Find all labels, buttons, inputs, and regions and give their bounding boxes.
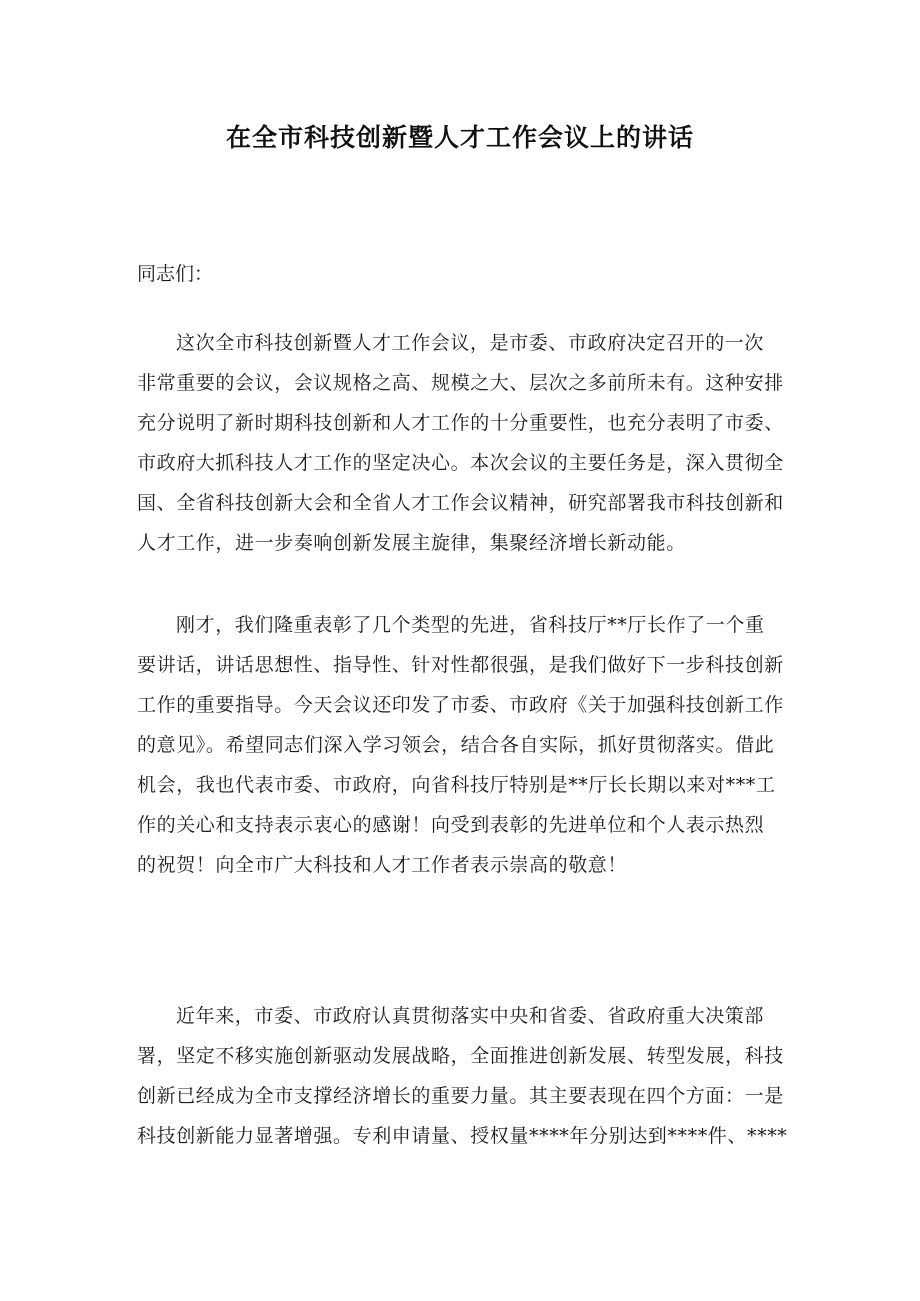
paragraph-line: 要讲话，讲话思想性、指导性、针对性都很强，是我们做好下一步科技创新 — [137, 654, 784, 676]
paragraph-line: 署，坚定不移实施创新驱动发展战略，全面推进创新发展、转型发展，科技 — [137, 1045, 784, 1067]
paragraph-commendation — [137, 605, 787, 885]
paragraph-achievements — [137, 996, 787, 1156]
paragraph-line: 机会，我也代表市委、市政府，向省科技厅特别是**厅长长期以来对***工 — [137, 774, 776, 796]
paragraph-line: 的祝贺！向全市广大科技和人才工作者表示崇高的敬意！ — [137, 854, 628, 876]
salutation: 同志们： — [137, 263, 214, 285]
paragraph-line: 人才工作，进一步奏响创新发展主旋律，集聚经济增长新动能。 — [137, 532, 686, 554]
paragraph-line: 科技创新能力显著增强。专利申请量、授权量****年分别达到****件、**** — [137, 1125, 788, 1147]
paragraph-line: 作的关心和支持表示衷心的感谢！向受到表彰的先进单位和个人表示热烈 — [137, 814, 765, 836]
paragraph-line: 创新已经成为全市支撑经济增长的重要力量。其主要表现在四个方面：一是 — [137, 1085, 784, 1107]
paragraph-line: 充分说明了新时期科技创新和人才工作的十分重要性，也充分表明了市委、 — [137, 412, 784, 434]
paragraph-intro — [137, 323, 787, 563]
paragraph-line: 刚才，我们隆重表彰了几个类型的先进，省科技厅**厅长作了一个重 — [176, 614, 765, 636]
paragraph-line: 工作的重要指导。今天会议还印发了市委、市政府《关于加强科技创新工作 — [137, 694, 784, 716]
paragraph-line: 国、全省科技创新大会和全省人才工作会议精神，研究部署我市科技创新和 — [137, 492, 784, 514]
paragraph-line: 市政府大抓科技人才工作的坚定决心。本次会议的主要任务是，深入贯彻全 — [137, 452, 784, 474]
paragraph-line: 非常重要的会议，会议规格之高、规模之大、层次之多前所未有。这种安排 — [137, 372, 784, 394]
paragraph-line: 这次全市科技创新暨人才工作会议，是市委、市政府决定召开的一次 — [176, 332, 765, 354]
document-title: 在全市科技创新暨人才工作会议上的讲话 — [225, 123, 694, 152]
paragraph-line: 的意见》。希望同志们深入学习领会，结合各自实际，抓好贯彻落实。借此 — [137, 734, 775, 756]
paragraph-line: 近年来，市委、市政府认真贯彻落实中央和省委、省政府重大决策部 — [176, 1005, 765, 1027]
